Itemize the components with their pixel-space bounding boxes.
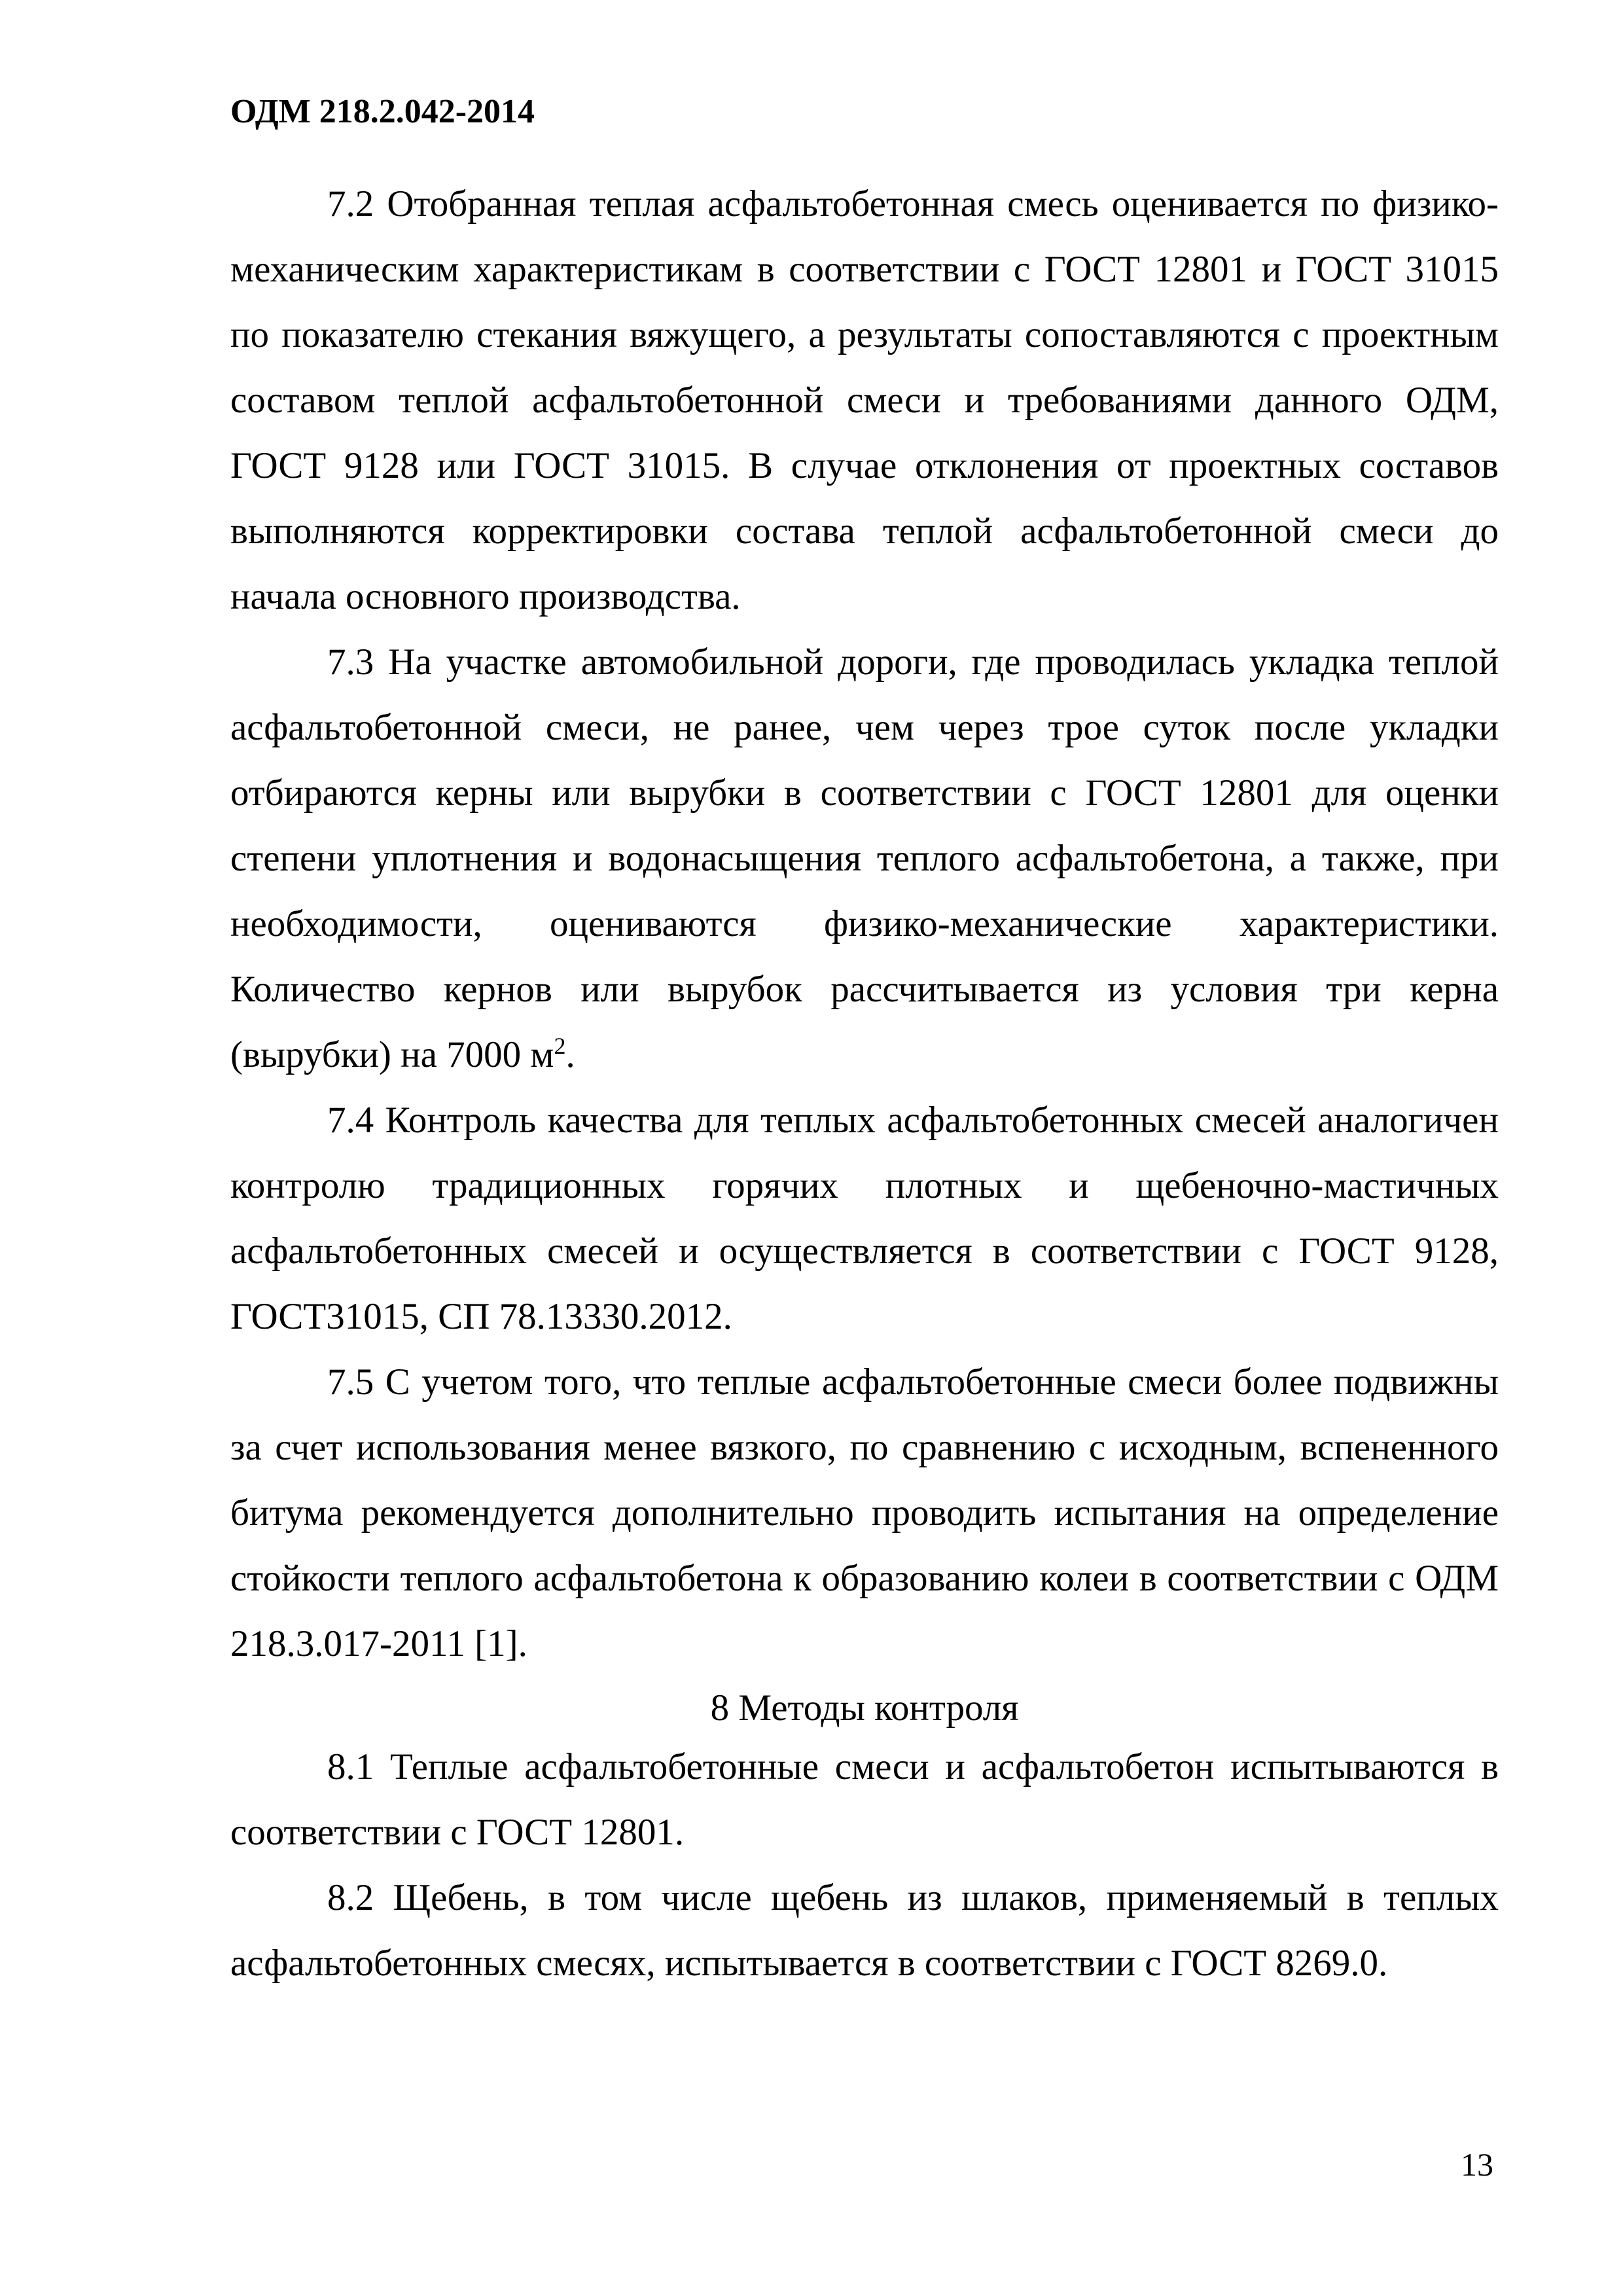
paragraph-8-2: 8.2 Щебень, в том числе щебень из шлаков, применяемый в теплых асфальтобетонных смесях, испытывается в соответствии с ГОСТ 8269.0. bbox=[230, 1877, 1499, 1984]
paragraph-7-2: 7.2 Отобранная теплая асфальтобетонная смесь оценивается по физико-механическим характеристикам в соответствии с ГОСТ 12801 и ГОСТ 31015 по показателю стекания вяжущего, а результаты сопоставляются с проектным составом теплой асфальтобетонной смеси и требованиями данного ОДМ, ГОСТ 9128 или ГОСТ 31015. В случае отклонения от проектных составов выполняются корректировки состава теплой асфальтобетонной смеси до начала основного производства. bbox=[230, 183, 1499, 617]
paragraph-7-3-text: 7.3 На участке автомобильной дороги, где проводилась укладка теплой асфальтобетонной смеси, не ранее, чем через трое суток после укладки отбираются керны или вырубки в соответствии с ГОСТ 12801 для оценки степени уплотнения и водонасыщения теплого асфальтобетона, а также, при необходимости, оцениваются физико-механические характеристики. Количество кернов или вырубок рассчитывается из условия три керна (вырубки) на 7000 м bbox=[230, 641, 1499, 1075]
document-code-header: ОДМ 218.2.042-2014 bbox=[230, 93, 535, 130]
paragraph-7-3 bbox=[230, 630, 1499, 1088]
paragraph-8-1: 8.1 Теплые асфальтобетонные смеси и асфальтобетон испытываются в соответствии с ГОСТ 12801. bbox=[230, 1746, 1499, 1853]
document-body bbox=[230, 171, 1499, 1996]
paragraph-7-4: 7.4 Контроль качества для теплых асфальтобетонных смесей аналогичен контролю традиционных горячих плотных и щебеночно-мастичных асфальтобетонных смесей и осуществляется в соответствии с ГОСТ 9128, ГОСТ31015, СП 78.13330.2012. bbox=[230, 1100, 1499, 1337]
paragraph-7-5: 7.5 С учетом того, что теплые асфальтобетонные смеси более подвижны за счет использования менее вязкого, по сравнению с исходным, вспененного битума рекомендуется дополнительно проводить испытания на определение стойкости теплого асфальтобетона к образованию колеи в соответствии с ОДМ 218.3.017-2011 [1]. bbox=[230, 1361, 1499, 1664]
paragraph-7-3-end: . bbox=[565, 1034, 575, 1075]
section-8-heading: 8 Методы контроля bbox=[710, 1687, 1019, 1729]
page-number: 13 bbox=[1461, 2146, 1493, 2183]
superscript-square: 2 bbox=[554, 1033, 566, 1059]
